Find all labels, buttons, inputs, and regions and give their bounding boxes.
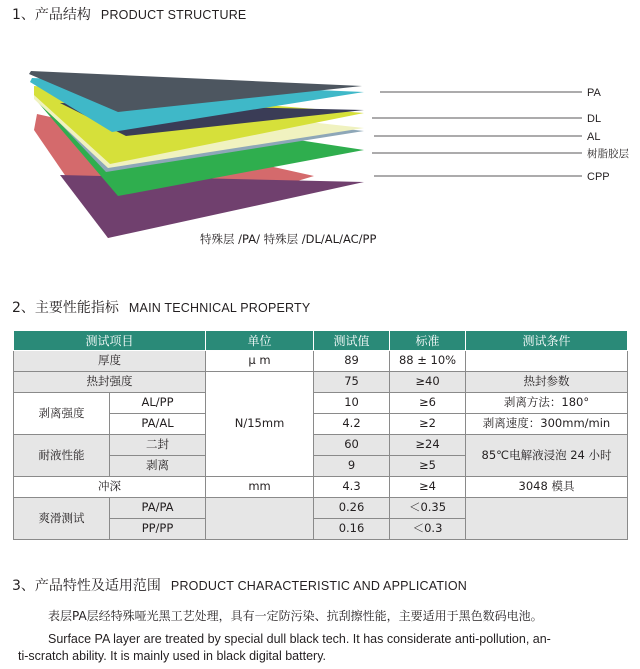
section-title-cn: 1、产品结构 [12,7,91,23]
cell-value-peel-2: 4.2 [314,414,390,435]
header-test-item: 测试项目 [14,331,206,351]
cell-sub-slide-2: PP/PP [110,519,206,540]
cell-item-heat-seal: 热封强度 [14,372,206,393]
cell-standard-heat-seal: ≥40 [390,372,466,393]
header-unit: 单位 [206,331,314,351]
cell-unit-force: N/15mm [206,372,314,477]
header-value: 测试值 [314,331,390,351]
cell-condition-heat-seal: 热封参数 [466,372,628,393]
cell-standard-thickness: 88 ± 10% [390,351,466,372]
table-row [14,498,628,519]
cell-standard-peel-1: ≥6 [390,393,466,414]
table-row [14,477,628,498]
layer-structure-diagram [0,55,640,245]
section-title-application [12,575,467,595]
cell-item-depth: 冲深 [14,477,206,498]
cell-standard-peel-2: ≥2 [390,414,466,435]
cell-sub-peel-2: PA/AL [110,414,206,435]
cell-value-liquid-1: 60 [314,435,390,456]
cell-condition-peel-2: 剥离速度：300mm/min [466,414,628,435]
cell-condition-liquid: 85℃电解液浸泡 24 小时 [466,435,628,477]
cell-value-thickness: 89 [314,351,390,372]
cell-value-slide-2: 0.16 [314,519,390,540]
cell-condition-peel-1: 剥离方法：180° [466,393,628,414]
cell-item-slide: 爽滑测试 [14,498,110,540]
layer-label-cpp: CPP [587,171,610,183]
cell-standard-slide-1: ＜0.35 [390,498,466,519]
cell-item-thickness: 厚度 [14,351,206,372]
table-row [14,372,628,393]
table-header-row [14,331,628,351]
layer-label-al: AL [587,131,601,143]
cell-condition-thickness [466,351,628,372]
layer-cpp [60,175,364,238]
cell-sub-liquid-2: 剥离 [110,456,206,477]
section-title-en: MAIN TECHNICAL PROPERTY [128,301,311,315]
cell-standard-liquid-2: ≥5 [390,456,466,477]
cell-value-depth: 4.3 [314,477,390,498]
section-title-cn: 3、产品特性及适用范围 [12,578,161,594]
cell-item-peel: 剥离强度 [14,393,110,435]
section-title-cn: 2、主要性能指标 [12,300,119,316]
layer-label-dl: DL [587,113,602,125]
cell-unit-depth: mm [206,477,314,498]
application-text-en-line2: ti-scratch ability. It is mainly used in black digital battery. [18,649,326,663]
cell-standard-liquid-1: ≥24 [390,435,466,456]
cell-standard-slide-2: ＜0.3 [390,519,466,540]
cell-unit-slide [206,498,314,540]
cell-value-peel-1: 10 [314,393,390,414]
cell-unit-thickness: μ m [206,351,314,372]
cell-sub-peel-1: AL/PP [110,393,206,414]
cell-item-liquid: 耐液性能 [14,435,110,477]
structure-caption: 特殊层 /PA/ 特殊层 /DL/AL/AC/PP [200,232,377,246]
cell-value-heat-seal: 75 [314,372,390,393]
layer-label-pa: PA [587,87,601,99]
section-title-en: PRODUCT STRUCTURE [100,8,247,22]
cell-sub-slide-1: PA/PA [110,498,206,519]
cell-standard-depth: ≥4 [390,477,466,498]
table-row [14,393,628,414]
cell-value-slide-1: 0.26 [314,498,390,519]
section-title-structure [12,4,246,24]
header-condition: 测试条件 [466,331,628,351]
table-row [14,351,628,372]
cell-condition-slide [466,498,628,540]
cell-value-liquid-2: 9 [314,456,390,477]
technical-property-table [13,330,628,540]
section-title-en: PRODUCT CHARACTERISTIC AND APPLICATION [170,579,467,593]
section-title-property [12,297,310,317]
application-text-zh: 表层PA层经特殊哑光黑工艺处理，具有一定防污染、抗刮擦性能，主要适用于黑色数码电池。 [48,609,543,623]
table-row [14,435,628,456]
cell-sub-liquid-1: 二封 [110,435,206,456]
layer-label-resin: 树脂胶层 [587,148,629,160]
header-standard: 标准 [390,331,466,351]
cell-condition-depth: 3048 模具 [466,477,628,498]
application-text-en-line1: Surface PA layer are treated by special dull black tech. It has considerate anti-pollution, an- [48,632,551,646]
